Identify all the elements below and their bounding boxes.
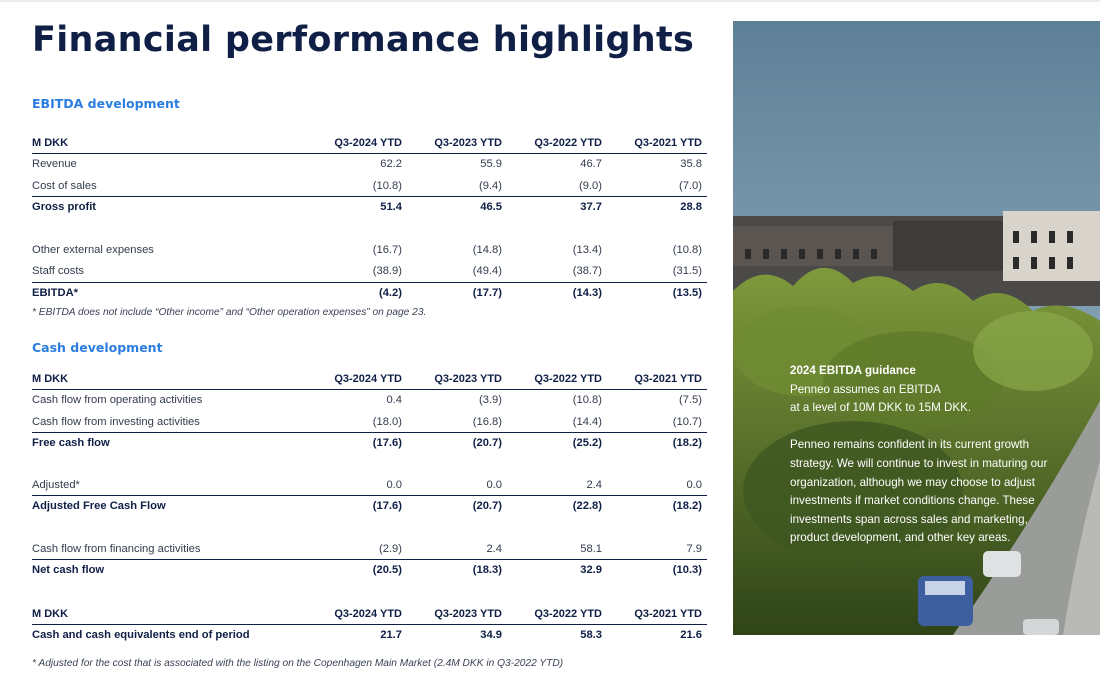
cell: 21.7 xyxy=(380,629,402,642)
row-label: Cash flow from investing activities xyxy=(32,415,200,428)
cell: 58.3 xyxy=(580,629,602,642)
table-row-total xyxy=(32,197,707,218)
cell: (7.0) xyxy=(678,179,702,192)
column-header: Q3-2021 YTD xyxy=(634,137,702,149)
cell: 37.7 xyxy=(580,200,602,213)
cell: 58.1 xyxy=(580,542,602,555)
row-label: Gross profit xyxy=(32,200,97,213)
footnote: * Adjusted for the cost that is associated with the listing on the Copenhagen Main Market (2.4M DKK in Q3-2022 YTD) xyxy=(32,658,564,669)
table-header-row xyxy=(32,369,707,390)
ebitda-heading: EBITDA development xyxy=(32,96,180,111)
page-title: Financial performance highlights xyxy=(32,20,695,60)
cell: (10.3) xyxy=(672,564,702,577)
table-row-total xyxy=(32,496,707,517)
cell: 51.4 xyxy=(380,200,402,213)
table-row-total xyxy=(32,560,707,581)
row-label: Adjusted* xyxy=(32,479,80,492)
table-row xyxy=(32,154,707,175)
cell: 46.5 xyxy=(480,200,502,213)
cell: (18.0) xyxy=(372,415,402,428)
column-header: Q3-2022 YTD xyxy=(534,137,602,149)
cell: (14.3) xyxy=(572,286,602,299)
column-header: Q3-2024 YTD xyxy=(334,373,402,385)
cell: (20.7) xyxy=(472,436,502,449)
cash-heading: Cash development xyxy=(32,340,163,355)
table-row xyxy=(32,539,707,560)
cash-table xyxy=(32,369,707,581)
cell: (20.7) xyxy=(472,500,502,513)
table-row xyxy=(32,176,707,197)
cell: (17.6) xyxy=(372,500,402,513)
cell: (13.4) xyxy=(572,244,602,257)
cell: (14.8) xyxy=(472,244,502,257)
table-row xyxy=(32,412,707,433)
cell: (10.8) xyxy=(672,244,702,257)
cell: (17.7) xyxy=(472,286,502,299)
row-label: Cash flow from operating activities xyxy=(32,394,203,407)
cell: 28.8 xyxy=(680,200,702,213)
guidance-title: 2024 EBITDA guidance xyxy=(790,364,916,377)
cell: (18.2) xyxy=(672,500,702,513)
row-label: Staff costs xyxy=(32,265,85,278)
cell: 32.9 xyxy=(580,564,602,577)
cell: (9.4) xyxy=(478,179,502,192)
cell: (18.2) xyxy=(672,436,702,449)
column-header: Q3-2023 YTD xyxy=(434,373,502,385)
row-label: Cost of sales xyxy=(32,179,97,192)
ebitda-note: * EBITDA does not include “Other income” and “Other operation expenses” on page 23. xyxy=(32,307,427,318)
column-header: Q3-2024 YTD xyxy=(334,608,402,620)
cell: 0.0 xyxy=(486,479,502,492)
cell: 0.4 xyxy=(386,394,402,407)
row-label: Cash flow from financing activities xyxy=(32,542,201,555)
cell: (22.8) xyxy=(572,500,602,513)
cell: 2.4 xyxy=(586,479,602,492)
cell: (16.7) xyxy=(372,244,402,257)
row-label: Other external expenses xyxy=(32,244,154,257)
column-header: M DKK xyxy=(32,137,69,149)
column-header: M DKK xyxy=(32,373,69,385)
cell: (17.6) xyxy=(372,436,402,449)
cell: 46.7 xyxy=(580,158,602,171)
cell: (3.9) xyxy=(478,394,502,407)
table-row xyxy=(32,240,707,261)
table-row-total xyxy=(32,433,707,454)
cell: (25.2) xyxy=(572,436,602,449)
column-header: Q3-2021 YTD xyxy=(634,373,702,385)
cell: 55.9 xyxy=(480,158,502,171)
table-row-total xyxy=(32,625,707,646)
column-header: Q3-2021 YTD xyxy=(634,608,702,620)
cell: (9.0) xyxy=(578,179,602,192)
cell: (4.2) xyxy=(378,286,402,299)
table-row-total xyxy=(32,283,707,304)
column-header: M DKK xyxy=(32,608,69,620)
guidance-line-1: Penneo assumes an EBITDA xyxy=(790,382,941,396)
column-header: Q3-2022 YTD xyxy=(534,608,602,620)
cell: (38.9) xyxy=(372,265,402,278)
cell: (10.8) xyxy=(572,394,602,407)
column-header: Q3-2023 YTD xyxy=(434,608,502,620)
row-label: Net cash flow xyxy=(32,564,105,577)
row-label: Adjusted Free Cash Flow xyxy=(32,500,166,513)
cell: 0.0 xyxy=(386,479,402,492)
cash-equivalents-table xyxy=(32,604,707,647)
cell: (2.9) xyxy=(378,542,402,555)
guidance-overlay xyxy=(790,362,1050,548)
table-row xyxy=(32,261,707,282)
cell: (10.8) xyxy=(372,179,402,192)
cell: (13.5) xyxy=(672,286,702,299)
column-header: Q3-2024 YTD xyxy=(334,137,402,149)
column-header: Q3-2022 YTD xyxy=(534,373,602,385)
cell: 0.0 xyxy=(686,479,702,492)
guidance-paragraph: Penneo remains confident in its current growth strategy. We will continue to invest in maturing our organization, although we may choose to adjust investments if market conditions change. These investments span across sales and marketing, product development, and other key areas. xyxy=(790,438,1048,545)
cell: 7.9 xyxy=(686,542,702,555)
cell: 62.2 xyxy=(380,158,402,171)
row-label: Free cash flow xyxy=(32,436,110,449)
table-header-row xyxy=(32,604,707,625)
cell: 34.9 xyxy=(480,629,502,642)
cell: (18.3) xyxy=(472,564,502,577)
cell: (31.5) xyxy=(672,265,702,278)
cell: (49.4) xyxy=(472,265,502,278)
cell: (7.5) xyxy=(678,394,702,407)
column-header: Q3-2023 YTD xyxy=(434,137,502,149)
cell: (16.8) xyxy=(472,415,502,428)
row-label: EBITDA* xyxy=(32,286,78,299)
guidance-line-2: at a level of 10M DKK to 15M DKK. xyxy=(790,401,972,415)
cell: 21.6 xyxy=(680,629,702,642)
cell: (10.7) xyxy=(672,415,702,428)
cell: (38.7) xyxy=(572,265,602,278)
table-row xyxy=(32,475,707,496)
table-header-row xyxy=(32,133,707,154)
cell: 2.4 xyxy=(486,542,502,555)
row-label: Cash and cash equivalents end of period xyxy=(32,629,250,642)
cell: 35.8 xyxy=(680,158,702,171)
row-label: Revenue xyxy=(32,158,77,171)
cell: (20.5) xyxy=(372,564,402,577)
table-row xyxy=(32,390,707,411)
top-divider xyxy=(0,0,1100,2)
ebitda-table xyxy=(32,133,707,304)
cell: (14.4) xyxy=(572,415,602,428)
